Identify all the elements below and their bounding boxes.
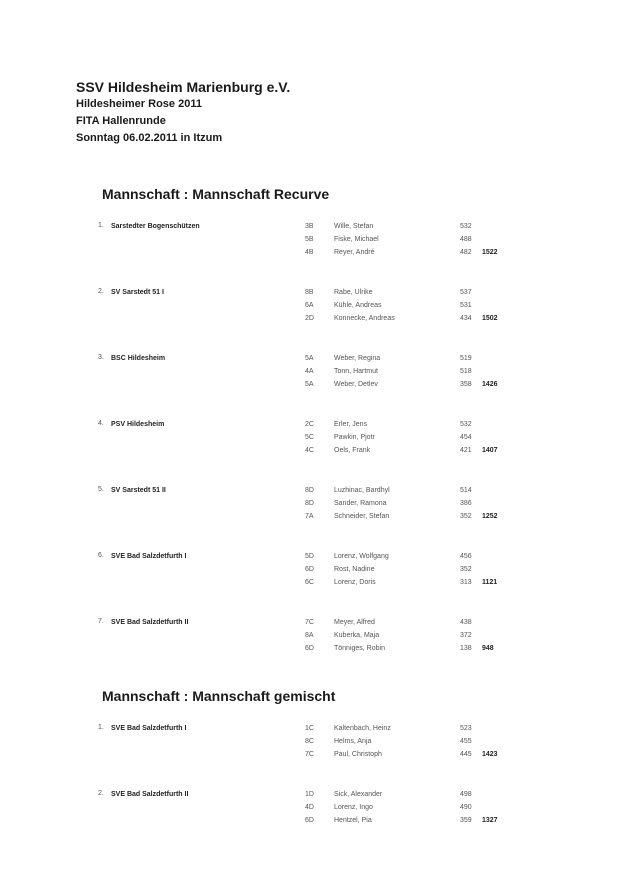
member-name: Tönniges, Robin	[334, 645, 385, 652]
member-name: Kuberka, Maja	[334, 632, 380, 639]
team-entry	[0, 420, 620, 462]
member-row	[0, 619, 620, 632]
member-row	[0, 725, 620, 738]
member-target-code: 8B	[305, 289, 314, 296]
member-name: Konnecke, Andreas	[334, 315, 395, 322]
member-name: Reyer, André	[334, 249, 375, 256]
member-name: Weber, Detlev	[334, 381, 378, 388]
team-rank: 1.	[98, 724, 104, 731]
member-target-code: 8C	[305, 738, 314, 745]
event-date: Sonntag 06.02.2011 in Itzum	[76, 132, 223, 144]
member-name: Rost, Nadine	[334, 566, 375, 573]
member-row	[0, 804, 620, 817]
member-name: Rabe, Ulrike	[334, 289, 373, 296]
team-entry	[0, 618, 620, 660]
member-row	[0, 553, 620, 566]
member-row	[0, 632, 620, 645]
member-row	[0, 566, 620, 579]
member-target-code: 2D	[305, 315, 314, 322]
member-target-code: 6D	[305, 645, 314, 652]
team-total: 1502	[482, 315, 498, 322]
document-header	[76, 78, 290, 147]
member-row	[0, 236, 620, 249]
member-name: Sander, Ramona	[334, 500, 387, 507]
member-row	[0, 791, 620, 804]
member-score: 519	[460, 355, 472, 362]
member-target-code: 5A	[305, 355, 314, 362]
member-row	[0, 434, 620, 447]
member-target-code: 5D	[305, 553, 314, 560]
member-target-code: 5A	[305, 381, 314, 388]
section-title: Mannschaft : Mannschaft Recurve	[102, 186, 330, 202]
member-row	[0, 579, 620, 592]
member-target-code: 3B	[305, 223, 314, 230]
member-name: Meyer, Alfred	[334, 619, 375, 626]
member-score: 138	[460, 645, 472, 652]
member-name: Schneider, Stefan	[334, 513, 390, 520]
member-row	[0, 421, 620, 434]
team-name: SVE Bad Salzdetfurth II	[111, 791, 189, 798]
member-row	[0, 368, 620, 381]
member-name: Lorenz, Ingo	[334, 804, 373, 811]
team-total: 1426	[482, 381, 498, 388]
team-entry	[0, 288, 620, 330]
member-target-code: 6C	[305, 579, 314, 586]
member-score: 532	[460, 223, 472, 230]
club-title: SSV Hildesheim Marienburg e.V.	[76, 79, 291, 95]
team-entry	[0, 222, 620, 264]
team-entry	[0, 552, 620, 594]
team-name: SVE Bad Salzdetfurth II	[111, 619, 189, 626]
member-score: 531	[460, 302, 472, 309]
member-target-code: 4B	[305, 249, 314, 256]
member-target-code: 7A	[305, 513, 314, 520]
member-score: 454	[460, 434, 472, 441]
member-target-code: 1D	[305, 791, 314, 798]
member-score: 358	[460, 381, 472, 388]
member-row	[0, 738, 620, 751]
member-score: 482	[460, 249, 472, 256]
member-score: 514	[460, 487, 472, 494]
member-name: Paul, Christoph	[334, 751, 382, 758]
member-row	[0, 315, 620, 328]
member-score: 523	[460, 725, 472, 732]
member-target-code: 8A	[305, 632, 314, 639]
member-target-code: 2C	[305, 421, 314, 428]
member-target-code: 4D	[305, 804, 314, 811]
team-entry	[0, 790, 620, 832]
team-rank: 7.	[98, 618, 104, 625]
event-title: Hildesheimer Rose 2011	[76, 98, 202, 110]
team-name: SVE Bad Salzdetfurth I	[111, 553, 187, 560]
team-name: Sarstedter Bogenschützen	[111, 223, 200, 230]
member-name: Lorenz, Wolfgang	[334, 553, 389, 560]
member-row	[0, 249, 620, 262]
member-score: 518	[460, 368, 472, 375]
member-target-code: 5C	[305, 434, 314, 441]
team-rank: 1.	[98, 222, 104, 229]
member-score: 421	[460, 447, 472, 454]
member-score: 455	[460, 738, 472, 745]
member-name: Tonn, Hartmut	[334, 368, 378, 375]
member-score: 352	[460, 513, 472, 520]
member-row	[0, 302, 620, 315]
member-name: Lorenz, Doris	[334, 579, 376, 586]
team-entry	[0, 354, 620, 396]
member-target-code: 8D	[305, 500, 314, 507]
member-row	[0, 817, 620, 830]
team-total: 1522	[482, 249, 498, 256]
member-target-code: 5B	[305, 236, 314, 243]
team-total: 1407	[482, 447, 498, 454]
team-rank: 3.	[98, 354, 104, 361]
member-row	[0, 381, 620, 394]
member-name: Weber, Regina	[334, 355, 381, 362]
member-target-code: 4C	[305, 447, 314, 454]
team-total: 948	[482, 645, 494, 652]
member-name: Luzhinac, Bardhyl	[334, 487, 390, 494]
member-score: 490	[460, 804, 472, 811]
member-target-code: 6D	[305, 566, 314, 573]
round-title: FITA Hallenrunde	[76, 115, 166, 127]
member-row	[0, 513, 620, 526]
member-row	[0, 751, 620, 764]
team-total: 1252	[482, 513, 498, 520]
team-name: SV Sarstedt 51 II	[111, 487, 166, 494]
section-title: Mannschaft : Mannschaft gemischt	[102, 688, 336, 704]
member-row	[0, 355, 620, 368]
member-target-code: 7C	[305, 619, 314, 626]
team-entry	[0, 486, 620, 528]
member-name: Erler, Jens	[334, 421, 368, 428]
member-score: 498	[460, 791, 472, 798]
team-name: PSV Hildesheim	[111, 421, 165, 428]
member-name: Pawkin, Pjotr	[334, 434, 375, 441]
member-target-code: 6D	[305, 817, 314, 824]
team-name: BSC Hildesheim	[111, 355, 166, 362]
member-score: 352	[460, 566, 472, 573]
member-name: Fiske, Michael	[334, 236, 379, 243]
member-score: 438	[460, 619, 472, 626]
member-score: 456	[460, 553, 472, 560]
team-name: SV Sarstedt 51 I	[111, 289, 164, 296]
member-score: 532	[460, 421, 472, 428]
member-target-code: 6A	[305, 302, 314, 309]
member-target-code: 1C	[305, 725, 314, 732]
member-name: Oels, Frank	[334, 447, 371, 454]
team-rank: 5.	[98, 486, 104, 493]
member-score: 537	[460, 289, 472, 296]
member-row	[0, 645, 620, 658]
team-rank: 2.	[98, 790, 104, 797]
member-name: Kaltenbach, Heinz	[334, 725, 391, 732]
member-score: 488	[460, 236, 472, 243]
member-score: 313	[460, 579, 472, 586]
team-rank: 2.	[98, 288, 104, 295]
member-name: Helms, Anja	[334, 738, 372, 745]
team-name: SVE Bad Salzdetfurth I	[111, 725, 187, 732]
team-entry	[0, 724, 620, 766]
team-total: 1327	[482, 817, 498, 824]
member-score: 434	[460, 315, 472, 322]
member-score: 372	[460, 632, 472, 639]
team-rank: 6.	[98, 552, 104, 559]
member-row	[0, 500, 620, 513]
member-row	[0, 223, 620, 236]
member-target-code: 8D	[305, 487, 314, 494]
team-rank: 4.	[98, 420, 104, 427]
member-name: Wille, Stefan	[334, 223, 374, 230]
member-row	[0, 487, 620, 500]
member-row	[0, 447, 620, 460]
member-name: Sick, Alexander	[334, 791, 383, 798]
member-score: 445	[460, 751, 472, 758]
member-name: Hentzel, Pia	[334, 817, 372, 824]
member-row	[0, 289, 620, 302]
team-total: 1423	[482, 751, 498, 758]
member-score: 386	[460, 500, 472, 507]
member-target-code: 4A	[305, 368, 314, 375]
member-score: 359	[460, 817, 472, 824]
member-target-code: 7C	[305, 751, 314, 758]
member-name: Kühle, Andreas	[334, 302, 382, 309]
team-total: 1121	[482, 579, 498, 586]
